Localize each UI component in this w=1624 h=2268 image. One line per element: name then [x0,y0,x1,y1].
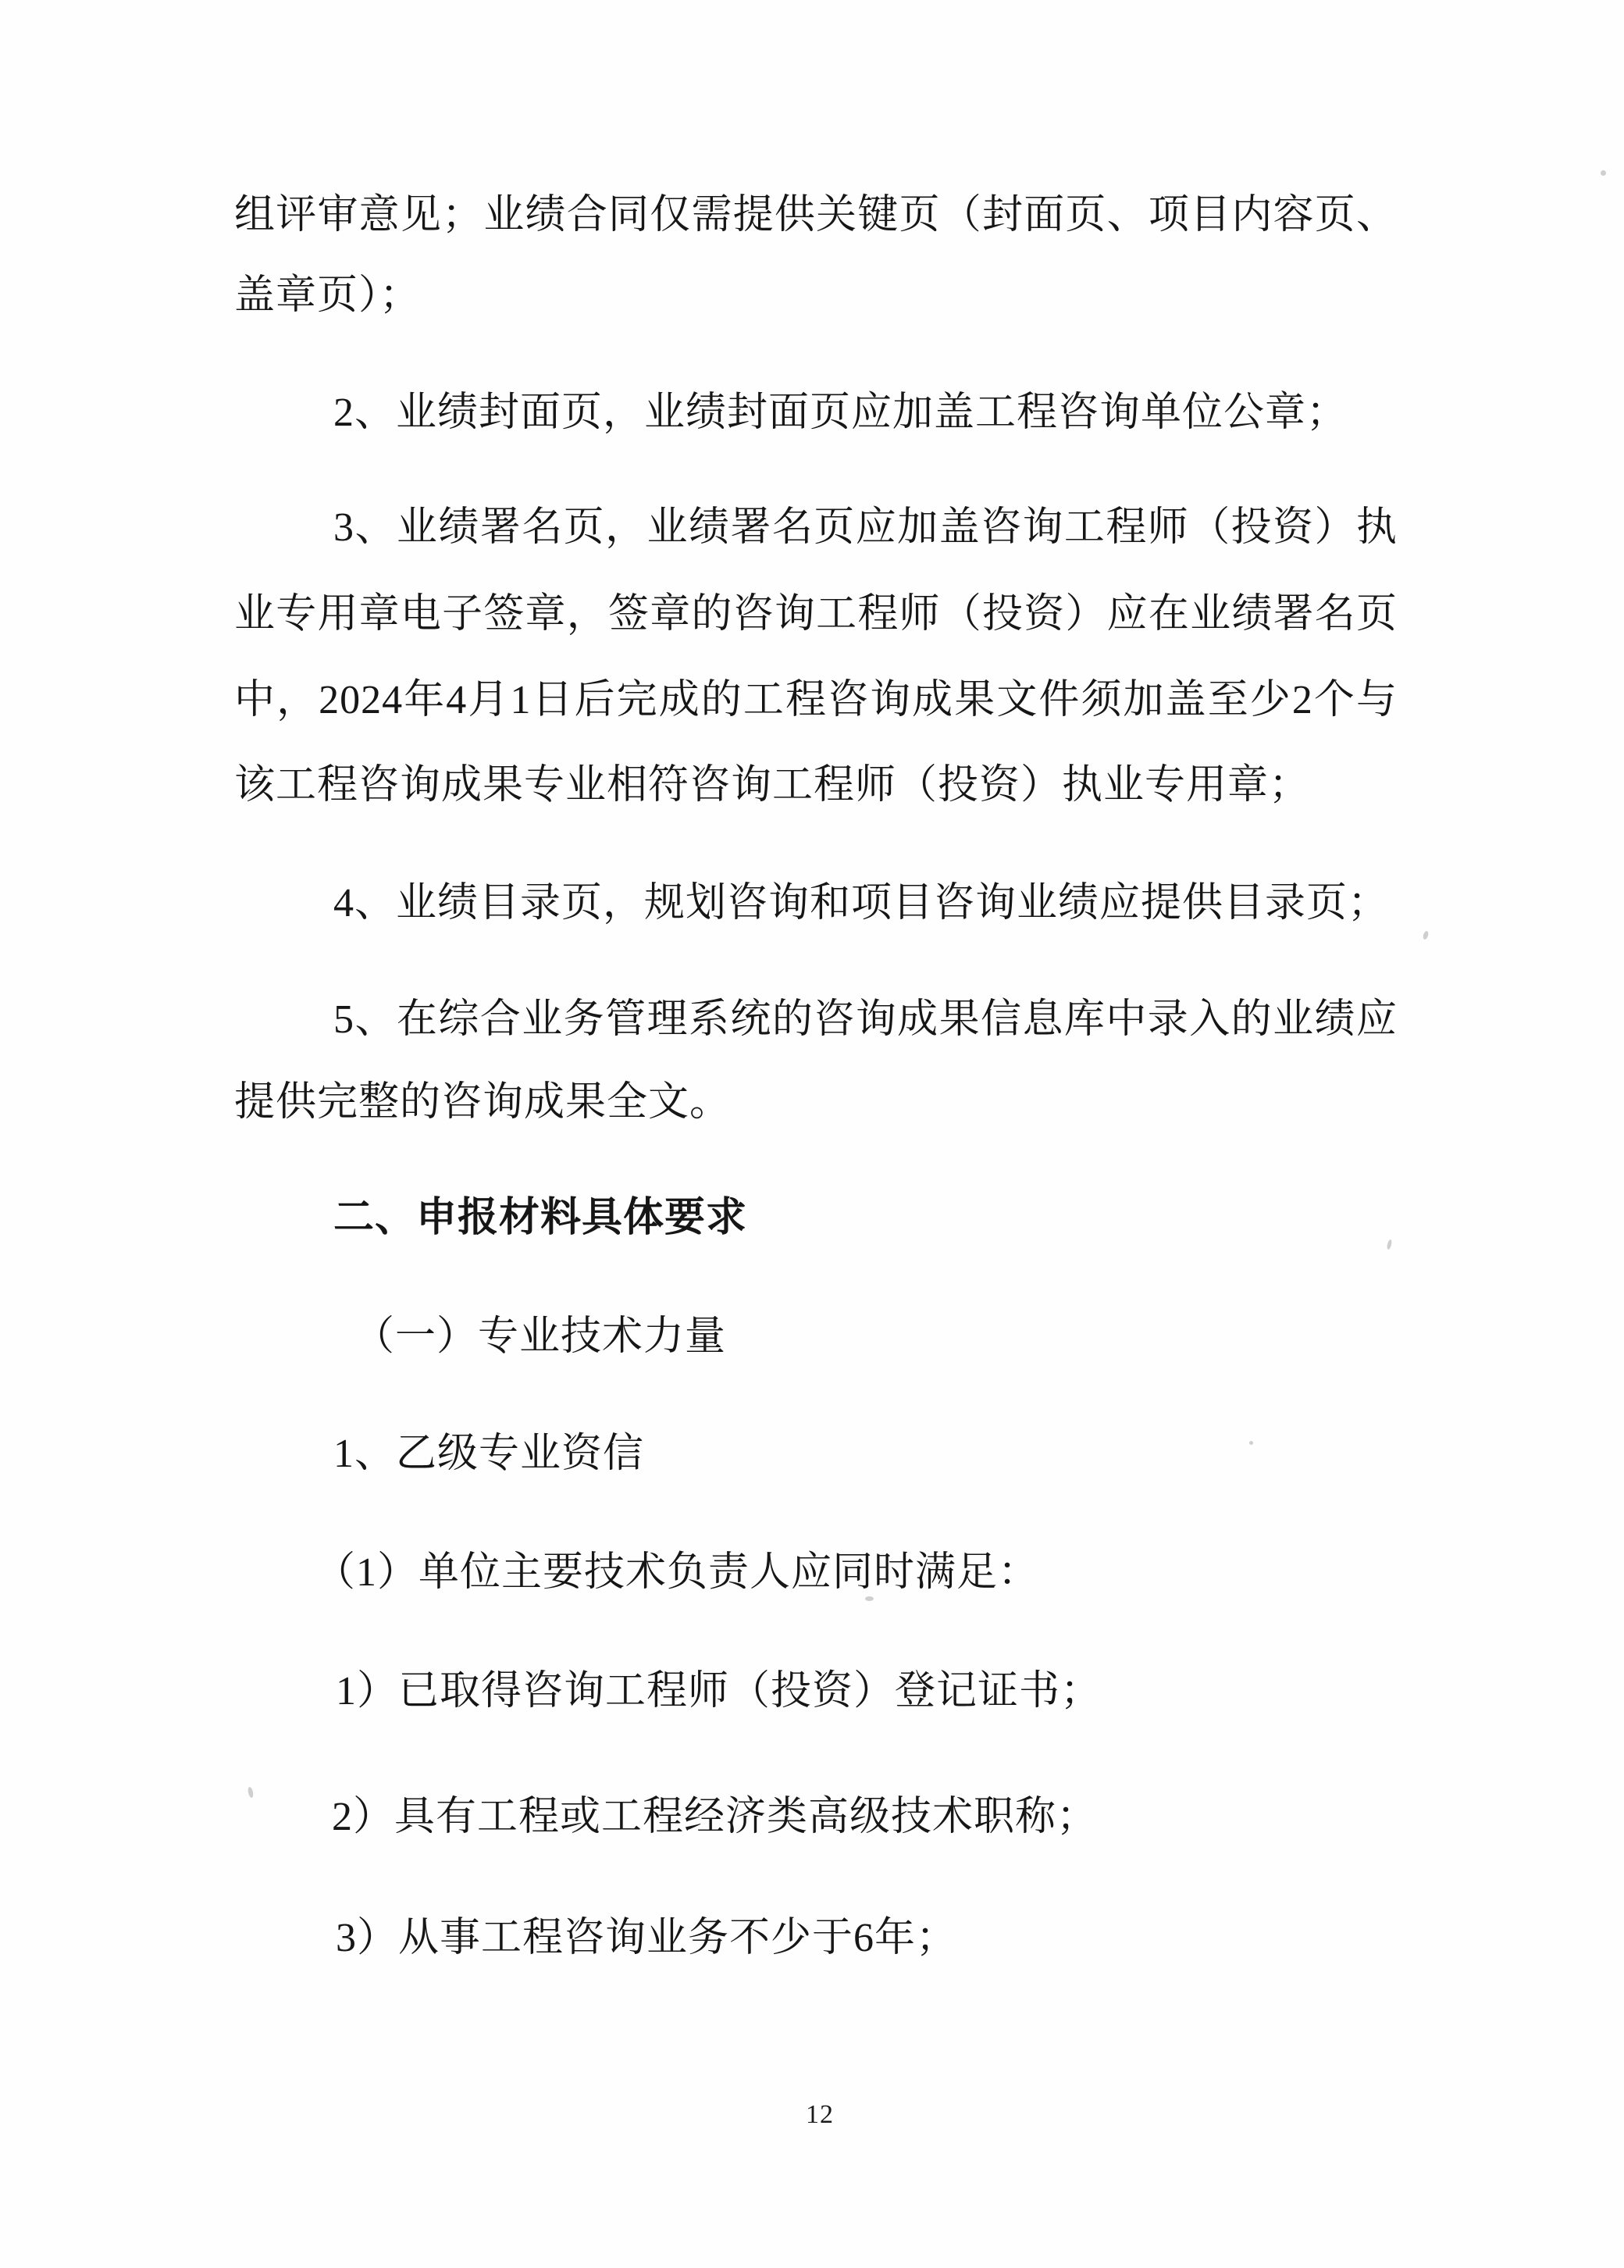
sub-item-2: 2）具有工程或工程经济类高级技术职称； [332,1795,1099,1839]
scan-speck [865,1596,874,1601]
section-heading: 二、申报材料具体要求 [333,1195,748,1240]
paragraph-line: 组评审意见；业绩合同仅需提供关键页（封面页、项目内容页、 [234,193,1398,237]
paragraph-line: 中，2024年4月1日后完成的工程咨询成果文件须加盖至少2个与 [234,678,1398,722]
scan-speck [1249,1441,1253,1445]
list-item-5: 5、在综合业务管理系统的咨询成果信息库中录入的业绩应 [333,997,1398,1042]
list-item-4: 4、业绩目录页，规划咨询和项目咨询业绩应提供目录页； [333,881,1390,925]
page-number: 12 [806,2100,834,2129]
paragraph-line: 提供完整的咨询成果全文。 [234,1080,732,1125]
list-item-1-grade: 1、乙级专业资信 [333,1432,645,1476]
list-item-3: 3、业绩署名页，业绩署名页应加盖咨询工程师（投资）执 [333,505,1398,550]
paragraph-line: 盖章页）； [234,273,422,318]
scan-speck [1601,170,1606,176]
sub-item-3: 3）从事工程咨询业务不少于6年； [336,1916,958,1960]
sub-item-1: 1）已取得咨询工程师（投资）登记证书； [336,1669,1102,1713]
scan-speck [1387,1239,1393,1250]
paragraph-line: 业专用章电子签章，签章的咨询工程师（投资）应在业绩署名页 [234,592,1398,637]
list-item-paren-1: （1）单位主要技术负责人应同时满足： [315,1550,1040,1595]
list-item-2: 2、业绩封面页，业绩封面页应加盖工程咨询单位公章； [333,390,1348,435]
subsection-heading: （一）专业技术力量 [354,1314,727,1359]
scan-speck [248,1787,255,1799]
paragraph-line: 该工程咨询成果专业相符咨询工程师（投资）执业专用章； [234,763,1311,808]
scan-speck [1422,930,1429,940]
